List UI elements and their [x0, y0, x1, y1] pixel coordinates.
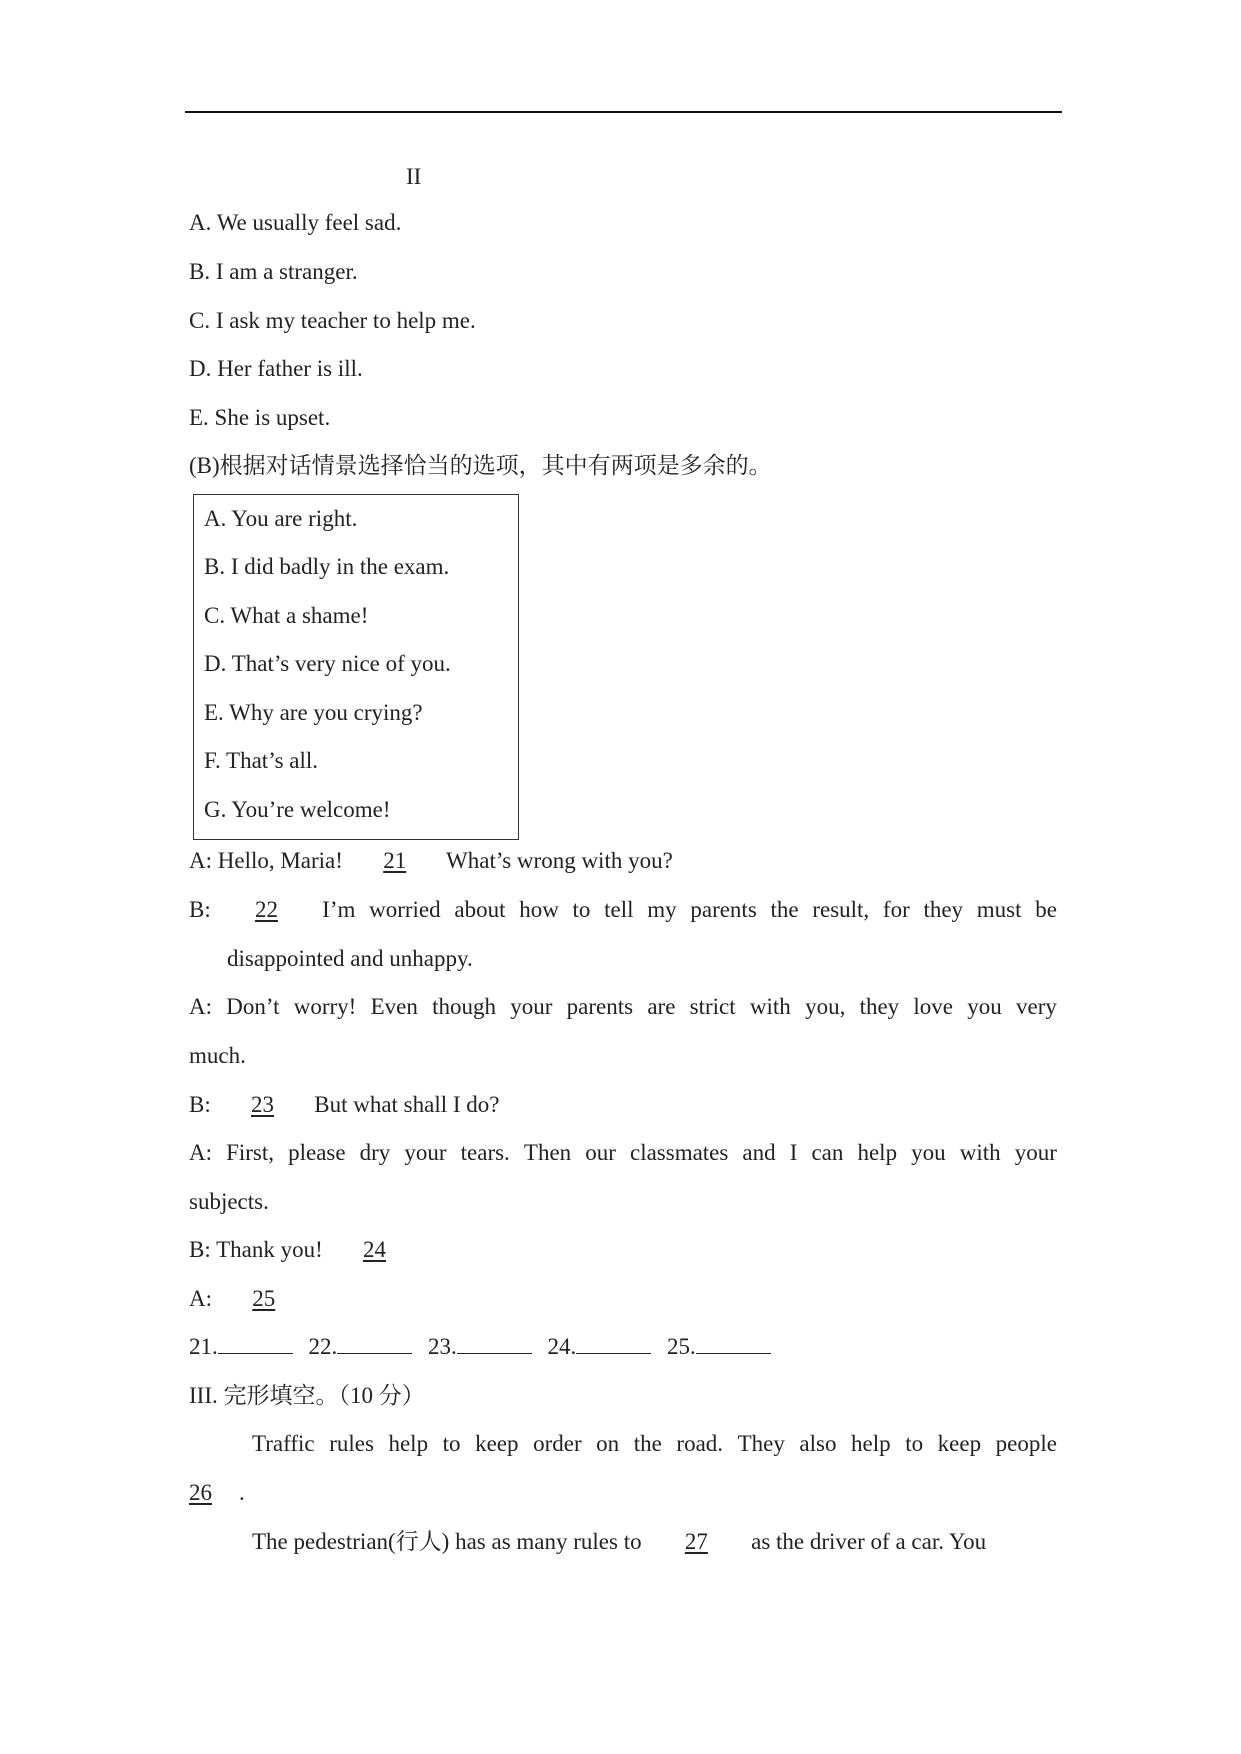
- blank-21: 21: [383, 848, 407, 873]
- blank-25: 25: [252, 1286, 276, 1311]
- dialogue-word: be: [1035, 897, 1057, 922]
- answer-label: 21.: [189, 1334, 218, 1359]
- dialogue-word: my: [647, 897, 677, 922]
- header-rule: [185, 111, 1062, 113]
- cloze-word: to: [905, 1431, 924, 1456]
- dialogue-text: B: Thank you!: [189, 1237, 323, 1262]
- dialogue-word: can: [811, 1140, 844, 1165]
- dialogue-word: you: [967, 994, 1002, 1019]
- dialogue-word: though: [432, 994, 496, 1019]
- dialogue-speaker: B:: [189, 1092, 211, 1117]
- answer-row: [189, 1332, 771, 1362]
- answer-blank[interactable]: [576, 1333, 651, 1354]
- blank-23: 23: [250, 1092, 274, 1117]
- dialogue-line-7: [189, 1284, 310, 1314]
- dialogue-word: worry!: [293, 994, 357, 1019]
- dialogue-word: are: [647, 994, 676, 1019]
- answer-label: 24.: [547, 1334, 577, 1359]
- dialogue-word: love: [913, 994, 954, 1019]
- dialogue-word: they: [923, 897, 964, 922]
- cloze-word: on: [596, 1431, 620, 1456]
- part-a-option: B. I am a stranger.: [189, 259, 358, 284]
- cloze-punct: .: [239, 1480, 245, 1505]
- box-option: F. That’s all.: [204, 748, 319, 773]
- dialogue-word: they: [859, 994, 900, 1019]
- dialogue-word: help: [857, 1140, 898, 1165]
- dialogue-word: to: [572, 897, 591, 922]
- dialogue-word: Then: [523, 1140, 572, 1165]
- dialogue-word: how: [519, 897, 559, 922]
- dialogue-line-2-cont: disappointed and unhappy.: [227, 946, 473, 971]
- dialogue-word: dry: [359, 1140, 391, 1165]
- box-option: E. Why are you crying?: [204, 700, 423, 725]
- dialogue-word: you,: [805, 994, 846, 1019]
- box-option: A. You are right.: [204, 506, 358, 531]
- cloze-word: the: [633, 1431, 662, 1456]
- dialogue-word: tell: [604, 897, 634, 922]
- answer-label: 22.: [308, 1334, 338, 1359]
- cloze-word: people: [995, 1431, 1057, 1456]
- answer-blank[interactable]: [218, 1333, 293, 1354]
- dialogue-word: I: [789, 1140, 798, 1165]
- cloze-paragraph-1-cont: [189, 1478, 245, 1508]
- dialogue-line-3-cont: much.: [189, 1043, 246, 1068]
- dialogue-speaker: B:: [189, 897, 211, 922]
- dialogue-text: A: Hello, Maria!: [189, 848, 343, 873]
- dialogue-word: A:: [189, 1140, 212, 1165]
- box-option: B. I did badly in the exam.: [204, 554, 450, 579]
- blank-27: 27: [684, 1529, 708, 1554]
- dialogue-word: worried: [369, 897, 441, 922]
- dialogue-word: your: [1014, 1140, 1057, 1165]
- dialogue-line-3: [189, 992, 1057, 1022]
- dialogue-word: you: [911, 1140, 946, 1165]
- dialogue-word: Don’t: [226, 994, 280, 1019]
- part-a-option: E. She is upset.: [189, 405, 331, 430]
- dialogue-line-1: [189, 846, 673, 876]
- answer-label: 25.: [667, 1334, 696, 1359]
- cloze-paragraph-2: [252, 1527, 986, 1557]
- dialogue-word: parents: [690, 897, 757, 922]
- blank-22: 22: [254, 897, 278, 922]
- dialogue-word: about: [454, 897, 506, 922]
- answer-blank[interactable]: [337, 1333, 412, 1354]
- cloze-word: keep: [937, 1431, 982, 1456]
- part-a-option: C. I ask my teacher to help me.: [189, 308, 476, 333]
- box-option: D. That’s very nice of you.: [204, 651, 451, 676]
- dialogue-word: I’m: [322, 897, 356, 922]
- blank-24: 24: [362, 1237, 386, 1262]
- answer-label: 23.: [428, 1334, 457, 1359]
- cloze-word: They: [737, 1431, 785, 1456]
- dialogue-word: strict: [689, 994, 736, 1019]
- answer-blank[interactable]: [457, 1333, 532, 1354]
- dialogue-word: parents: [566, 994, 634, 1019]
- cloze-word: also: [799, 1431, 837, 1456]
- dialogue-speaker: A:: [189, 1286, 212, 1311]
- cloze-word: keep: [475, 1431, 519, 1456]
- cloze-word: Traffic: [252, 1431, 315, 1456]
- section-roman-numeral: II: [406, 164, 422, 189]
- cloze-word: help: [388, 1431, 429, 1456]
- dialogue-text: But what shall I do?: [314, 1092, 500, 1117]
- dialogue-word: your: [404, 1140, 447, 1165]
- dialogue-line-5: [189, 1138, 1057, 1168]
- part-a-option: A. We usually feel sad.: [189, 210, 402, 235]
- dialogue-word: your: [510, 994, 553, 1019]
- dialogue-word: Even: [370, 994, 418, 1019]
- cloze-text: The pedestrian(行人) has as many rules to: [252, 1529, 642, 1554]
- dialogue-word: A:: [189, 994, 212, 1019]
- options-box: [193, 494, 519, 840]
- dialogue-word: and: [742, 1140, 776, 1165]
- cloze-word: help: [851, 1431, 891, 1456]
- cloze-word: order: [533, 1431, 582, 1456]
- section-3-title: III. 完形填空。（10 分）: [189, 1383, 425, 1408]
- box-option: C. What a shame!: [204, 603, 369, 628]
- cloze-paragraph-1: [252, 1429, 1057, 1459]
- cloze-text: as the driver of a car. You: [751, 1529, 987, 1554]
- dialogue-line-5-cont: subjects.: [189, 1189, 269, 1214]
- dialogue-word: with: [959, 1140, 1001, 1165]
- dialogue-word: result,: [812, 897, 870, 922]
- dialogue-word: must: [976, 897, 1022, 922]
- dialogue-word: very: [1016, 994, 1057, 1019]
- dialogue-word: our: [585, 1140, 616, 1165]
- dialogue-word: classmates: [629, 1140, 729, 1165]
- box-option: G. You’re welcome!: [204, 797, 391, 822]
- dialogue-word: for: [882, 897, 910, 922]
- dialogue-line-2: [189, 895, 1057, 925]
- dialogue-line-6: [189, 1235, 420, 1265]
- dialogue-word: please: [288, 1140, 346, 1165]
- answer-blank[interactable]: [696, 1333, 771, 1354]
- dialogue-word: tears.: [460, 1140, 510, 1165]
- dialogue-word: with: [749, 994, 791, 1019]
- cloze-word: rules: [329, 1431, 374, 1456]
- part-b-instruction: (B)根据对话情景选择恰当的选项，其中有两项是多余的。: [189, 453, 772, 478]
- cloze-word: to: [442, 1431, 461, 1456]
- dialogue-word: First,: [226, 1140, 275, 1165]
- dialogue-text: What’s wrong with you?: [446, 848, 673, 873]
- blank-26: 26: [189, 1480, 212, 1505]
- cloze-word: road.: [676, 1431, 724, 1456]
- dialogue-line-4: [189, 1090, 499, 1120]
- part-a-option: D. Her father is ill.: [189, 356, 363, 381]
- dialogue-word: the: [770, 897, 799, 922]
